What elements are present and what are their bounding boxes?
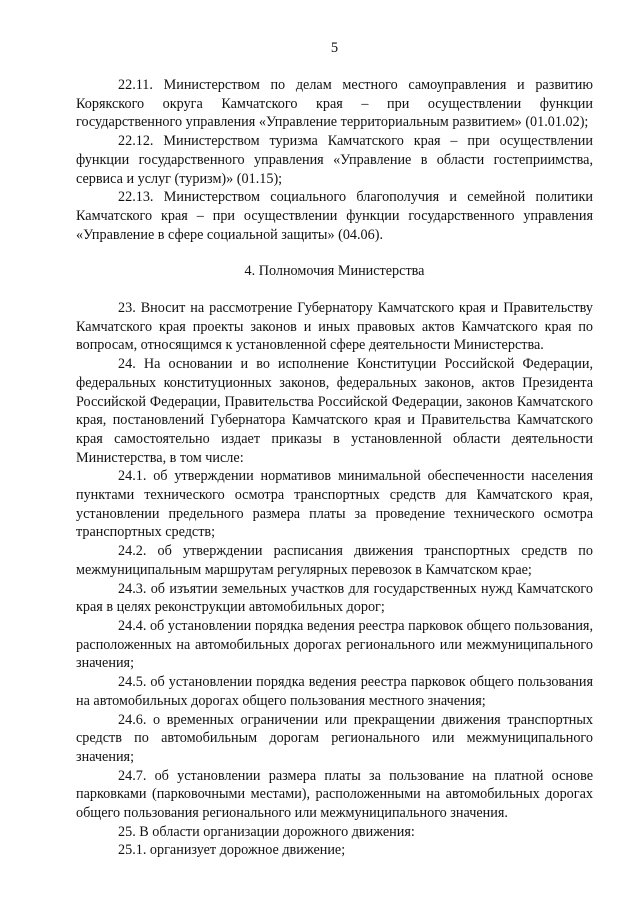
paragraph-22-12: 22.12. Министерством туризма Камчатского края – при осуществлении функции государственного управления «Управление в области гостеприимства, сервиса и услуг (туризм)» (01.15); xyxy=(76,133,593,187)
paragraph-24-3: 24.3. об изъятии земельных участков для государственных нужд Камчатского края в целях реконструкции автомобильных дорог; xyxy=(76,580,593,616)
paragraph-24-2: 24.2. об утверждении расписания движения транспортных средств по межмуниципальным маршрутам регулярных перевозок в Камчатском крае; xyxy=(76,543,593,578)
section-heading: 4. Полномочия Министерства xyxy=(244,263,425,280)
paragraph-24: 24. На основании и во исполнение Конституции Российской Федерации, федеральных конституционных законов, федеральных законов, актов Президента Российской Федерации, Правительства Российской Федерации, законов Камчатского края, постановлений Губернатора Камчатского края и Правительства Камчатского края самостоятельно издает приказы в установленной области деятельности Министерства, в том числе: xyxy=(76,356,593,466)
page-number: 5 xyxy=(330,40,339,56)
paragraph-23: 23. Вносит на рассмотрение Губернатору Камчатского края и Правительству Камчатского края проекты законов и иных правовых актов Камчатского края по вопросам, относящимся к установленной сфере деятельности Министерства. xyxy=(76,300,593,354)
paragraph-25: 25. В области организации дорожного движения: xyxy=(118,823,415,840)
paragraph-22-13: 22.13. Министерством социального благополучия и семейной политики Камчатского края – при осуществлении функции государственного управления «Управление в сфере социальной защиты» (04.06). xyxy=(76,189,593,243)
paragraph-22-11: 22.11. Министерством по делам местного самоуправления и развитию Корякского округа Камчатского края – при осуществлении функции государственного управления «Управление территориальным развитием» (01.01.02); xyxy=(76,77,593,131)
paragraph-24-6: 24.6. о временных ограничении или прекращении движения транспортных средств по автомобильным дорогам регионального или межмуниципального значения; xyxy=(76,711,593,765)
paragraph-24-1: 24.1. об утверждении нормативов минимальной обеспеченности населения пунктами технического осмотра транспортных средств для Камчатского края, установлении предельного размера платы за проведение технического осмотра транспортных средств; xyxy=(76,468,593,541)
paragraph-24-5: 24.5. об установлении порядка ведения реестра парковок общего пользования на автомобильных дорогах общего пользования местного значения; xyxy=(76,674,593,709)
paragraph-24-4: 24.4. об установлении порядка ведения реестра парковок общего пользования, расположенных на автомобильных дорогах регионального или межмуниципального значения; xyxy=(76,617,593,672)
paragraph-25-1: 25.1. организует дорожное движение; xyxy=(118,842,346,859)
paragraph-24-7: 24.7. об установлении размера платы за пользование на платной основе парковками (парковочными местами), расположенными на автомобильных дорогах общего пользования регионального или межмуниципального значения. xyxy=(76,767,593,822)
